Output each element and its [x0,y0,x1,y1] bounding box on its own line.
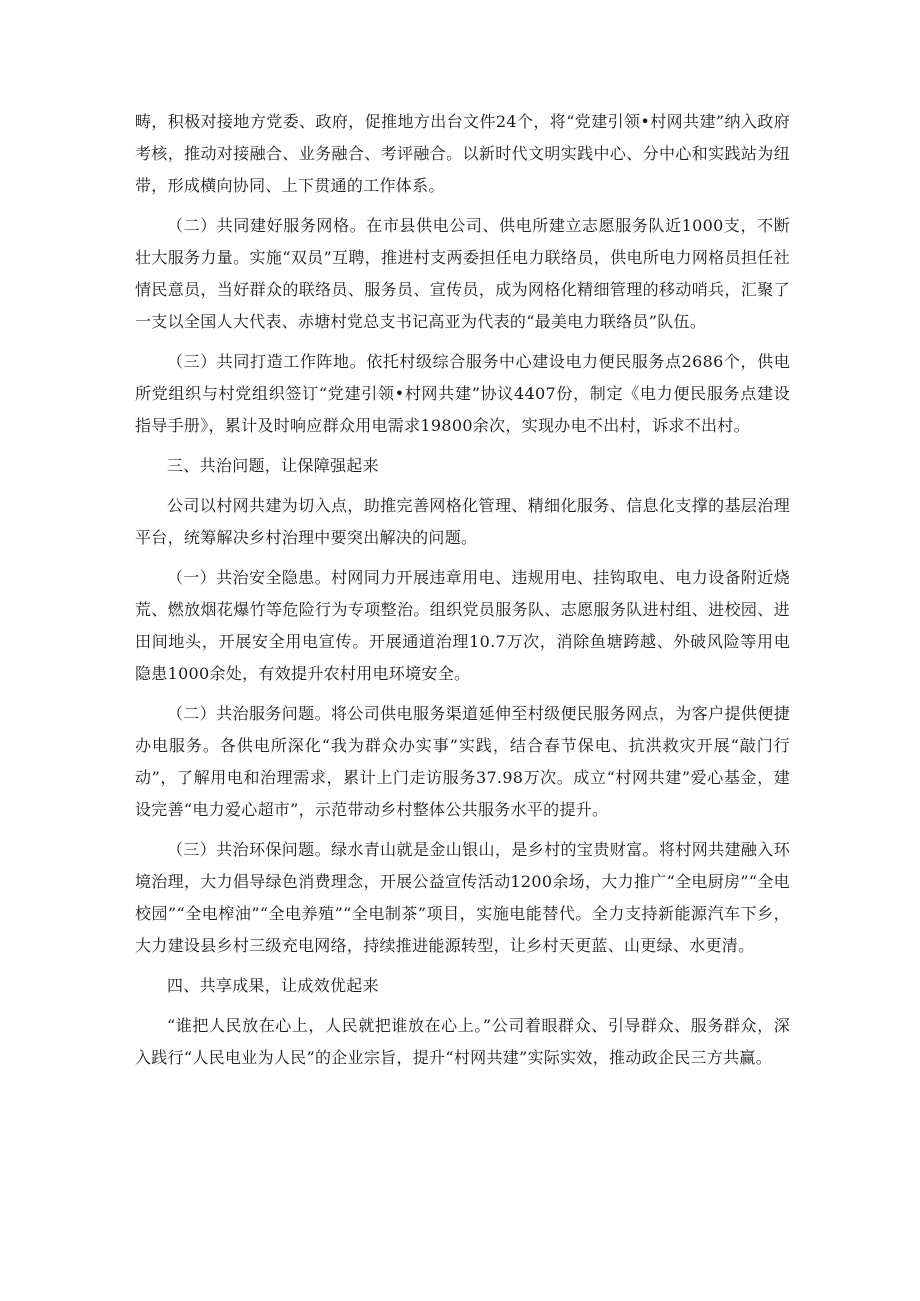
document-body [135,106,790,1082]
paragraph-section-3-intro: 公司以村网共建为切入点，助推完善网格化管理、精细化服务、信息化支撑的基层治理平台，统筹解决乡村治理中要突出解决的问题。 [135,496,790,547]
paragraph-service-grid: （二）共同建好服务网格。在市县供电公司、供电所建立志愿服务队近1000支，不断壮大服务力量。实施“双员”互聘，推进村支两委担任电力联络员，供电所电力网格员担任社情民意员，当好群众的联络员、服务员、宣传员，成为网格化精细管理的移动哨兵，汇聚了一支以全国人大代表、赤塘村党总支书记高亚为代表的“最美电力联络员”队伍。 [135,216,790,331]
paragraph-safety-hazards: （一）共治安全隐患。村网同力开展违章用电、违规用电、挂钩取电、电力设备附近烧荒、燃放烟花爆竹等危险行为专项整治。组织党员服务队、志愿服务队进村组、进校园、进田间地头，开展安全用电宣传。开展通道治理10.7万次，消除鱼塘跨越、外破风险等用电隐患1000余处，有效提升农村用电环境安全。 [135,568,790,683]
paragraph-work-position: （三）共同打造工作阵地。依托村级综合服务中心建设电力便民服务点2686个，供电所党组织与村党组织签订“党建引领•村网共建”协议4407份，制定《电力便民服务点建设指导手册》，累计及时响应群众用电需求19800余次，实现办电不出村，诉求不出村。 [135,352,790,435]
paragraph-section-4-intro: “谁把人民放在心上，人民就把谁放在心上。”公司着眼群众、引导群众、服务群众，深入践行“人民电业为人民”的企业宗旨，提升“村网共建”实际实效，推动政企民三方共赢。 [135,1016,790,1067]
paragraph-continuation: 畴，积极对接地方党委、政府，促推地方出台文件24个，将“党建引领•村网共建”纳入政府考核，推动对接融合、业务融合、考评融合。以新时代文明实践中心、分中心和实践站为纽带，形成横向协同、上下贯通的工作体系。 [135,112,790,195]
paragraph-service-issues: （二）共治服务问题。将公司供电服务渠道延伸至村级便民服务网点，为客户提供便捷办电服务。各供电所深化“我为群众办实事”实践，结合春节保电、抗洪救灾开展“敲门行动”，了解用电和治理需求，累计上门走访服务37.98万次。成立“村网共建”爱心基金，建设完善“电力爱心超市”，示范带动乡村整体公共服务水平的提升。 [135,704,790,819]
section-heading-4: 四、共享成果，让成效优起来 [167,976,379,995]
section-heading-3: 三、共治问题，让保障强起来 [167,456,379,475]
paragraph-environment-issues: （三）共治环保问题。绿水青山就是金山银山，是乡村的宝贵财富。将村网共建融入环境治理，大力倡导绿色消费理念，开展公益宣传活动1200余场，大力推广“全电厨房”“全电校园”“全电榨油”“全电养殖”“全电制茶”项目，实施电能替代。全力支持新能源汽车下乡，大力建设县乡村三级充电网络，持续推进能源转型，让乡村天更蓝、山更绿、水更清。 [135,840,790,955]
